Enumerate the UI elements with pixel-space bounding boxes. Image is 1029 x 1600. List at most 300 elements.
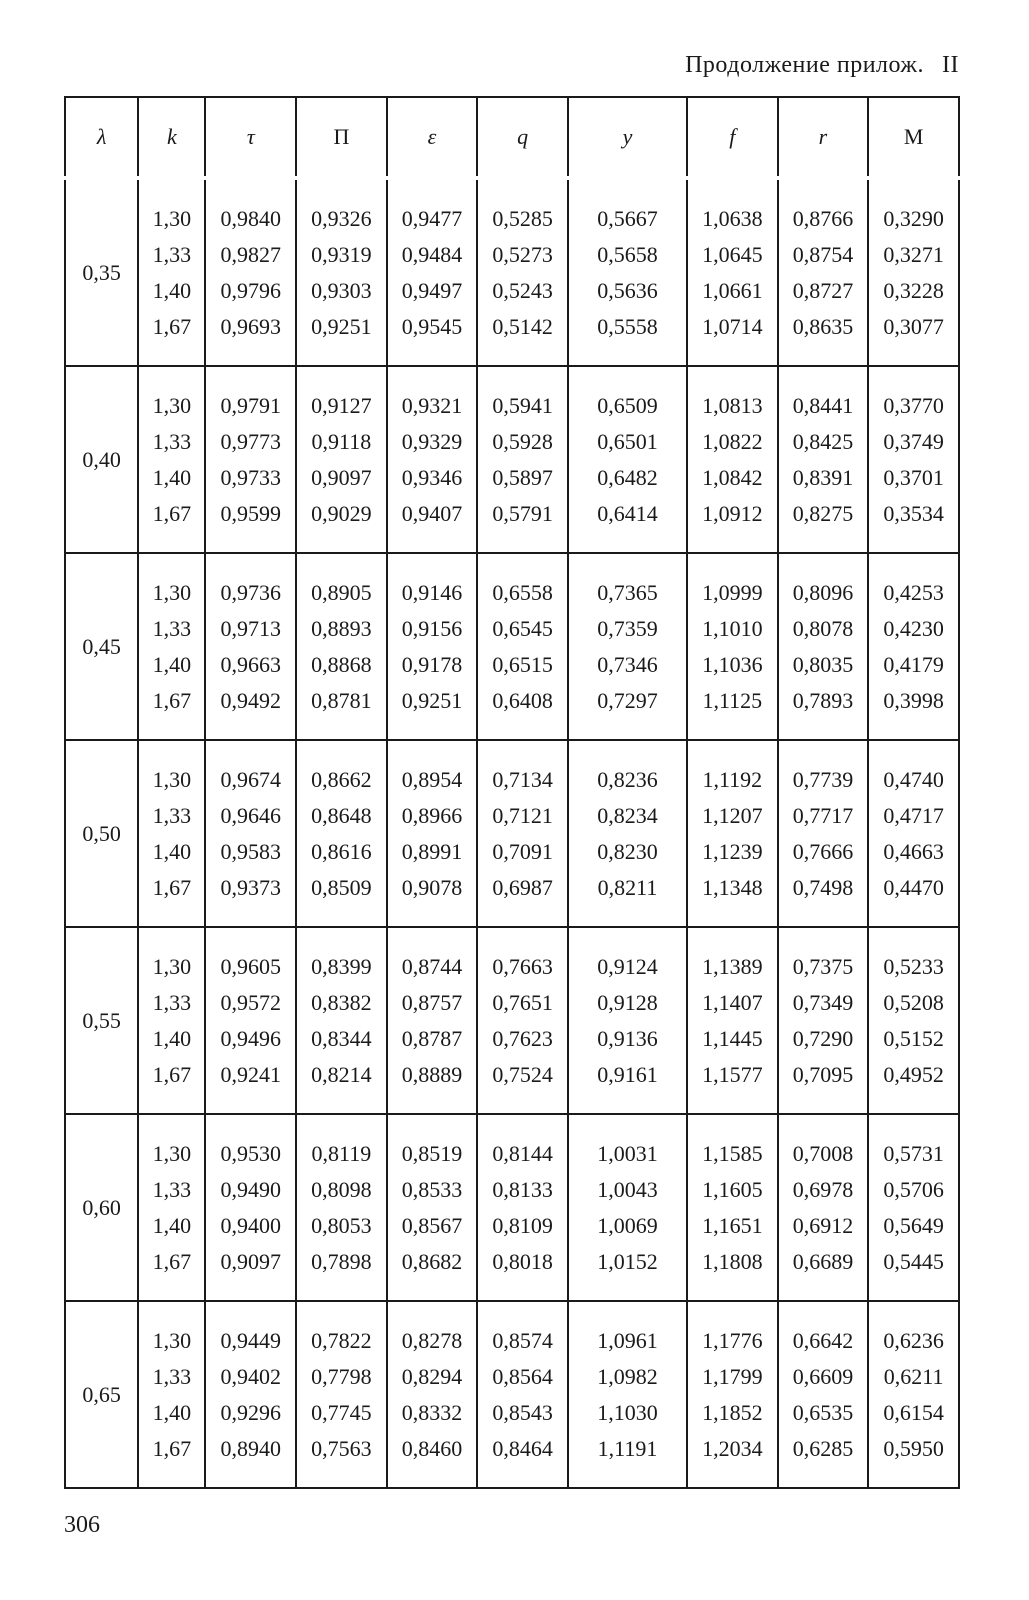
table-value: 0,7666 (792, 838, 854, 864)
table-value: 1,1651 (702, 1212, 763, 1238)
table-value: 0,5152 (883, 1025, 944, 1051)
value-column-cell (477, 927, 568, 1114)
table-value: 0,8574 (492, 1327, 553, 1353)
table-value: 0,4179 (883, 651, 944, 677)
value-column-cell (568, 1114, 687, 1301)
running-head-title: Продолжение прилож. (685, 52, 925, 78)
table-value: 1,67 (152, 1061, 192, 1087)
value-column-cell (387, 1301, 478, 1488)
table-value: 0,8868 (311, 651, 372, 677)
table-value: 1,0822 (702, 428, 763, 454)
header-row (65, 97, 959, 178)
value-column-cell (687, 740, 778, 927)
table-value: 0,5928 (492, 428, 553, 454)
value-column-cell (868, 553, 959, 740)
col-header-pi: Π (296, 97, 387, 178)
value-column-cell (477, 740, 568, 927)
value-column-cell (477, 1114, 568, 1301)
lambda-value: 0,65 (82, 1381, 121, 1407)
table-value: 0,5791 (492, 500, 553, 526)
table-value: 0,9605 (220, 953, 282, 979)
table-value: 0,9128 (597, 989, 658, 1015)
value-column-cell (778, 366, 869, 553)
table-value: 1,67 (152, 1435, 192, 1461)
table-value: 0,9713 (220, 615, 282, 641)
table-value: 0,8035 (792, 651, 854, 677)
table-value: 1,0982 (597, 1363, 658, 1389)
table-value: 0,4470 (883, 874, 944, 900)
table-value: 0,8662 (311, 766, 372, 792)
table-value: 0,4740 (883, 766, 944, 792)
value-column-cell (778, 1301, 869, 1488)
table-value: 1,67 (152, 687, 192, 713)
table-value: 0,9545 (401, 313, 463, 339)
table-value: 1,1010 (702, 615, 763, 641)
table-value: 0,8109 (492, 1212, 553, 1238)
value-column-cell (687, 178, 778, 366)
value-column-cell (868, 927, 959, 1114)
value-column-cell (868, 740, 959, 927)
value-column-cell (205, 740, 296, 927)
table-value: 0,8332 (401, 1399, 463, 1425)
table-value: 1,33 (152, 615, 192, 641)
table-value: 0,9078 (401, 874, 463, 900)
col-header-q: q (477, 97, 568, 178)
table-value: 0,6545 (492, 615, 553, 641)
table-value: 0,9572 (220, 989, 282, 1015)
table-value: 0,5285 (492, 205, 553, 231)
table-value: 0,9840 (220, 205, 282, 231)
value-column-cell (687, 927, 778, 1114)
table-value: 1,67 (152, 313, 192, 339)
value-column-cell (296, 178, 387, 366)
table-group (65, 366, 959, 553)
table-value: 0,5706 (883, 1176, 944, 1202)
table-value: 1,1605 (702, 1176, 763, 1202)
table-value: 0,8464 (492, 1435, 553, 1461)
table-value: 0,7898 (311, 1248, 372, 1274)
table-value: 0,9646 (220, 802, 282, 828)
table-group (65, 1301, 959, 1488)
table-value: 1,30 (152, 205, 192, 231)
table-value: 0,3271 (883, 241, 944, 267)
value-column-cell (477, 1301, 568, 1488)
table-value: 0,5649 (883, 1212, 944, 1238)
table-value: 0,9663 (220, 651, 282, 677)
table-value: 0,6408 (492, 687, 553, 713)
table-value: 0,9449 (220, 1327, 282, 1353)
table-value: 1,1407 (702, 989, 763, 1015)
table-value: 1,0043 (597, 1176, 658, 1202)
lambda-value: 0,35 (82, 259, 121, 285)
table-value: 0,8391 (792, 464, 854, 490)
table-value: 1,33 (152, 1176, 192, 1202)
table-value: 0,7822 (311, 1327, 372, 1353)
table-value: 0,9773 (220, 428, 282, 454)
value-column-cell (387, 740, 478, 927)
table-value: 1,33 (152, 428, 192, 454)
table-value: 1,1348 (702, 874, 763, 900)
table-value: 0,5950 (883, 1435, 944, 1461)
table-container (64, 96, 960, 1489)
table-value: 0,8460 (401, 1435, 463, 1461)
table-value: 1,30 (152, 953, 192, 979)
table-value: 0,9530 (220, 1140, 282, 1166)
table-value: 1,0031 (597, 1140, 658, 1166)
table-value: 1,33 (152, 802, 192, 828)
table-value: 1,0661 (702, 277, 763, 303)
table-value: 1,40 (152, 464, 192, 490)
table-group (65, 553, 959, 740)
col-header-tau: τ (205, 97, 296, 178)
table-value: 0,9484 (401, 241, 463, 267)
value-column-cell (205, 178, 296, 366)
table-value: 1,0912 (702, 500, 763, 526)
table-value: 0,8727 (792, 277, 854, 303)
table-value: 0,7091 (492, 838, 553, 864)
table-value: 0,8940 (220, 1435, 282, 1461)
lambda-cell (65, 1301, 138, 1488)
table-value: 0,9118 (311, 428, 372, 454)
table-value: 1,67 (152, 1248, 192, 1274)
col-header-lambda: λ (65, 97, 138, 178)
table-value: 0,9492 (220, 687, 282, 713)
table-value: 1,30 (152, 766, 192, 792)
table-value: 0,6642 (792, 1327, 854, 1353)
table-value: 1,40 (152, 838, 192, 864)
table-value: 1,1036 (702, 651, 763, 677)
table-value: 0,6978 (792, 1176, 854, 1202)
table-value: 0,8954 (401, 766, 463, 792)
table-value: 0,8905 (311, 579, 372, 605)
table-value: 0,7365 (597, 579, 658, 605)
value-column-cell (387, 178, 478, 366)
value-column-cell (687, 1301, 778, 1488)
col-header-r: r (778, 97, 869, 178)
table-value: 0,8766 (792, 205, 854, 231)
lambda-value: 0,40 (82, 446, 121, 472)
table-value: 1,1030 (597, 1399, 658, 1425)
table-value: 0,9097 (311, 464, 372, 490)
table-value: 0,9599 (220, 500, 282, 526)
table-value: 0,6509 (597, 392, 658, 418)
table-value: 0,9346 (401, 464, 463, 490)
value-column-cell (296, 366, 387, 553)
table-value: 1,1239 (702, 838, 763, 864)
table-value: 0,9178 (401, 651, 463, 677)
table-value: 0,8648 (311, 802, 372, 828)
table-value: 0,6912 (792, 1212, 854, 1238)
table-value: 0,8567 (401, 1212, 463, 1238)
value-column-cell (477, 366, 568, 553)
value-column-cell (568, 1301, 687, 1488)
table-value: 1,30 (152, 1140, 192, 1166)
lambda-cell (65, 740, 138, 927)
table-value: 0,9303 (311, 277, 372, 303)
table-value: 0,8211 (597, 874, 658, 900)
value-column-cell (868, 178, 959, 366)
table-value: 0,7349 (792, 989, 854, 1015)
table-value: 0,5658 (597, 241, 658, 267)
table-value: 0,3534 (883, 500, 944, 526)
table-value: 0,6558 (492, 579, 553, 605)
table-value: 0,7745 (311, 1399, 372, 1425)
value-column-cell (138, 740, 205, 927)
value-column-cell (138, 178, 205, 366)
table-value: 0,9029 (311, 500, 372, 526)
value-column-cell (477, 178, 568, 366)
table-value: 0,9791 (220, 392, 282, 418)
table-value: 0,6414 (597, 500, 658, 526)
table-value: 0,7297 (597, 687, 658, 713)
running-head-number: II (942, 52, 959, 78)
table-value: 0,8078 (792, 615, 854, 641)
value-column-cell (387, 366, 478, 553)
table-value: 0,8635 (792, 313, 854, 339)
table-value: 1,30 (152, 579, 192, 605)
table-value: 0,8399 (311, 953, 372, 979)
value-column-cell (778, 553, 869, 740)
value-column-cell (296, 927, 387, 1114)
table-value: 1,1125 (702, 687, 763, 713)
table-value: 0,3228 (883, 277, 944, 303)
table-value: 0,7008 (792, 1140, 854, 1166)
lambda-value: 0,45 (82, 633, 121, 659)
table-value: 0,8425 (792, 428, 854, 454)
table-value: 0,7121 (492, 802, 553, 828)
table-value: 0,8682 (401, 1248, 463, 1274)
table-value: 0,5558 (597, 313, 658, 339)
table-value: 1,33 (152, 989, 192, 1015)
table-value: 0,8344 (311, 1025, 372, 1051)
value-column-cell (568, 366, 687, 553)
table-value: 0,8382 (311, 989, 372, 1015)
value-column-cell (687, 1114, 778, 1301)
table-value: 0,8236 (597, 766, 658, 792)
table-value: 0,8991 (401, 838, 463, 864)
table-value: 1,0152 (597, 1248, 658, 1274)
table-value: 0,8543 (492, 1399, 553, 1425)
table-value: 0,9251 (311, 313, 372, 339)
table-value: 0,9477 (401, 205, 463, 231)
table-value: 0,9693 (220, 313, 282, 339)
table-value: 0,7134 (492, 766, 553, 792)
col-header-epsilon: ε (387, 97, 478, 178)
table-value: 0,9490 (220, 1176, 282, 1202)
table-value: 1,30 (152, 1327, 192, 1353)
table-value: 0,4253 (883, 579, 944, 605)
table-value: 0,7739 (792, 766, 854, 792)
value-column-cell (778, 927, 869, 1114)
table-value: 0,3770 (883, 392, 944, 418)
table-value: 0,9326 (311, 205, 372, 231)
value-column-cell (205, 1301, 296, 1488)
table-value: 0,5243 (492, 277, 553, 303)
table-value: 1,1799 (702, 1363, 763, 1389)
table-value: 1,0999 (702, 579, 763, 605)
table-value: 0,8533 (401, 1176, 463, 1202)
lambda-value: 0,55 (82, 1007, 121, 1033)
value-column-cell (138, 366, 205, 553)
page-number: 306 (64, 1512, 100, 1538)
table-value: 0,8119 (311, 1140, 372, 1166)
value-column-cell (477, 553, 568, 740)
table-value: 0,4952 (883, 1061, 944, 1087)
table-group (65, 178, 959, 366)
table-value: 0,5142 (492, 313, 553, 339)
col-header-y: y (568, 97, 687, 178)
table-value: 1,1191 (597, 1435, 658, 1461)
table-value: 0,8098 (311, 1176, 372, 1202)
table-value: 0,8787 (401, 1025, 463, 1051)
value-column-cell (205, 927, 296, 1114)
value-column-cell (138, 553, 205, 740)
value-column-cell (868, 366, 959, 553)
table-value: 0,7290 (792, 1025, 854, 1051)
table-value: 0,8234 (597, 802, 658, 828)
table-value: 0,8294 (401, 1363, 463, 1389)
value-column-cell (205, 553, 296, 740)
table-value: 1,1192 (702, 766, 763, 792)
table-value: 0,7375 (792, 953, 854, 979)
table-value: 0,6211 (883, 1363, 944, 1389)
table-value: 1,33 (152, 241, 192, 267)
value-column-cell (778, 740, 869, 927)
table-value: 0,7893 (792, 687, 854, 713)
table-value: 0,9156 (401, 615, 463, 641)
table-value: 0,4230 (883, 615, 944, 641)
table-value: 0,9496 (220, 1025, 282, 1051)
table-value: 1,0645 (702, 241, 763, 267)
table-value: 0,3749 (883, 428, 944, 454)
table-value: 1,2034 (702, 1435, 763, 1461)
table-value: 0,8781 (311, 687, 372, 713)
lambda-value: 0,50 (82, 820, 121, 846)
table-value: 0,8564 (492, 1363, 553, 1389)
table-value: 0,6482 (597, 464, 658, 490)
value-column-cell (868, 1301, 959, 1488)
value-column-cell (205, 1114, 296, 1301)
table-value: 0,8018 (492, 1248, 553, 1274)
table-value: 0,5897 (492, 464, 553, 490)
table-value: 0,4717 (883, 802, 944, 828)
value-column-cell (296, 1301, 387, 1488)
table-value: 0,9329 (401, 428, 463, 454)
table-value: 0,7095 (792, 1061, 854, 1087)
lambda-cell (65, 366, 138, 553)
table-value: 1,1577 (702, 1061, 763, 1087)
table-value: 1,1585 (702, 1140, 763, 1166)
table-value: 1,1207 (702, 802, 763, 828)
lambda-cell (65, 178, 138, 366)
table-value: 0,5208 (883, 989, 944, 1015)
table-value: 1,1445 (702, 1025, 763, 1051)
value-column-cell (138, 927, 205, 1114)
table-value: 0,7651 (492, 989, 553, 1015)
table-value: 1,33 (152, 1363, 192, 1389)
value-column-cell (387, 553, 478, 740)
table-value: 0,7623 (492, 1025, 553, 1051)
table-value: 0,8744 (401, 953, 463, 979)
table-value: 0,9796 (220, 277, 282, 303)
table-body (65, 178, 959, 1488)
table-value: 0,9674 (220, 766, 282, 792)
table-value: 0,9146 (401, 579, 463, 605)
table-value: 0,8757 (401, 989, 463, 1015)
table-value: 1,40 (152, 1399, 192, 1425)
table-value: 0,8893 (311, 615, 372, 641)
table-value: 0,8278 (401, 1327, 463, 1353)
table-value: 0,9241 (220, 1061, 282, 1087)
value-column-cell (568, 553, 687, 740)
table-value: 0,7524 (492, 1061, 553, 1087)
lambda-cell (65, 927, 138, 1114)
value-column-cell (778, 1114, 869, 1301)
table-group (65, 740, 959, 927)
value-column-cell (687, 366, 778, 553)
lambda-cell (65, 553, 138, 740)
table-value: 1,40 (152, 277, 192, 303)
table-value: 1,67 (152, 874, 192, 900)
table-value: 0,7663 (492, 953, 553, 979)
table-value: 0,6236 (883, 1327, 944, 1353)
table-value: 0,7359 (597, 615, 658, 641)
running-head (685, 52, 959, 79)
table-value: 0,8519 (401, 1140, 463, 1166)
table-value: 0,9321 (401, 392, 463, 418)
col-header-m: M (868, 97, 959, 178)
table-value: 0,6501 (597, 428, 658, 454)
table-value: 1,67 (152, 500, 192, 526)
table-value: 0,5667 (597, 205, 658, 231)
table-value: 0,8754 (792, 241, 854, 267)
table-value: 0,7798 (311, 1363, 372, 1389)
table-value: 0,6285 (792, 1435, 854, 1461)
table-value: 1,0842 (702, 464, 763, 490)
table-value: 1,30 (152, 392, 192, 418)
table-value: 0,5731 (883, 1140, 944, 1166)
table-value: 1,0638 (702, 205, 763, 231)
table-value: 0,9583 (220, 838, 282, 864)
table-value: 1,1776 (702, 1327, 763, 1353)
table-value: 0,9407 (401, 500, 463, 526)
value-column-cell (138, 1114, 205, 1301)
table-value: 0,9127 (311, 392, 372, 418)
table-value: 0,9736 (220, 579, 282, 605)
table-value: 0,8889 (401, 1061, 463, 1087)
table-value: 0,9296 (220, 1399, 282, 1425)
table-value: 0,6154 (883, 1399, 944, 1425)
table-value: 0,8053 (311, 1212, 372, 1238)
table-value: 0,9251 (401, 687, 463, 713)
table-value: 0,8509 (311, 874, 372, 900)
value-column-cell (205, 366, 296, 553)
table-value: 0,4663 (883, 838, 944, 864)
value-column-cell (568, 740, 687, 927)
table-value: 0,6535 (792, 1399, 854, 1425)
value-column-cell (778, 178, 869, 366)
table-value: 1,0069 (597, 1212, 658, 1238)
table-value: 0,8616 (311, 838, 372, 864)
table-value: 0,8230 (597, 838, 658, 864)
col-header-f: f (687, 97, 778, 178)
table-value: 0,8133 (492, 1176, 553, 1202)
table-value: 0,5273 (492, 241, 553, 267)
table-group (65, 927, 959, 1114)
value-column-cell (868, 1114, 959, 1301)
value-column-cell (687, 553, 778, 740)
table-value: 0,3998 (883, 687, 944, 713)
